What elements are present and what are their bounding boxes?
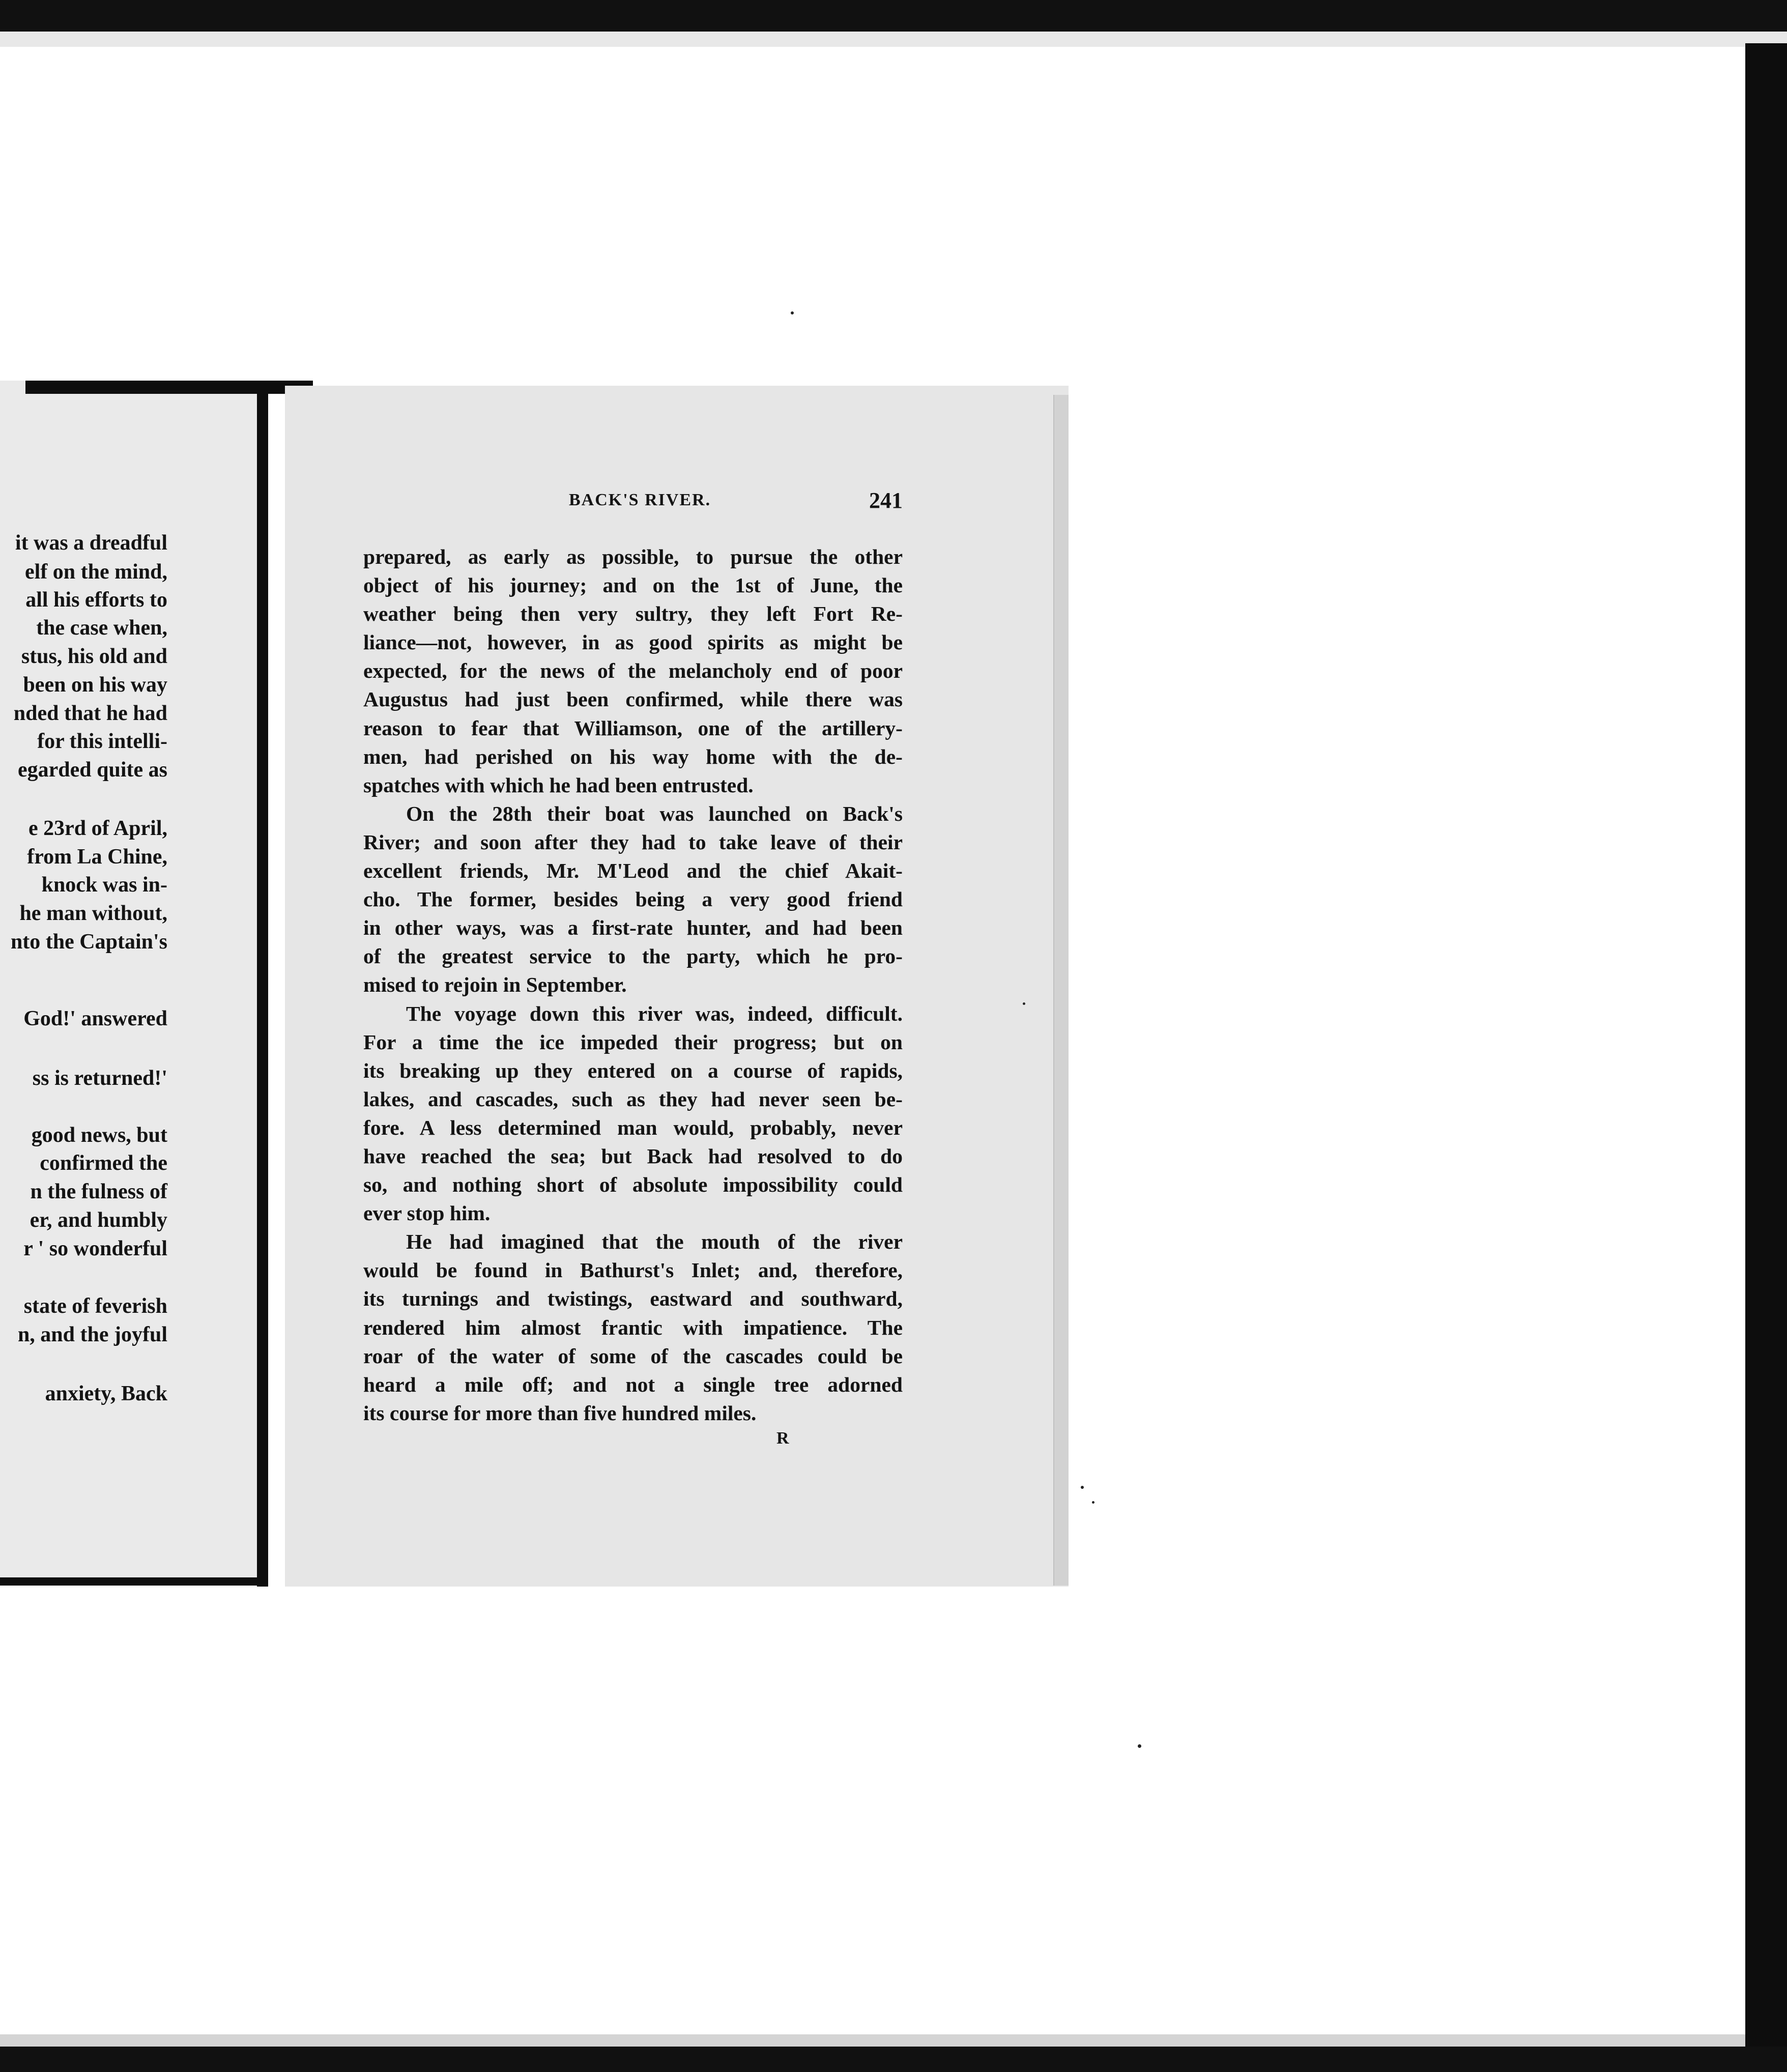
left-text-line: been on his way bbox=[23, 673, 167, 697]
left-text-line: r ' so wonderful bbox=[23, 1237, 167, 1260]
text-line: River; and soon after they had to take leave of their bbox=[363, 830, 903, 854]
text-line: prepared, as early as possible, to pursue the other bbox=[363, 545, 903, 568]
text-line: Augustus had just been confirmed, while there was bbox=[363, 687, 903, 711]
scanner-top-border bbox=[0, 0, 1787, 32]
left-text-line: God!' answered bbox=[23, 1007, 167, 1030]
left-text-line: nded that he had bbox=[13, 702, 167, 725]
page-number: 241 bbox=[869, 488, 903, 513]
text-line: liance—not, however, in as good spirits as might be bbox=[363, 630, 903, 654]
text-line: ever stop him. bbox=[363, 1201, 491, 1225]
left-text-line: n, and the joyful bbox=[17, 1323, 167, 1346]
text-line: spatches with which he had been entrusted. bbox=[363, 773, 754, 797]
text-line: weather being then very sultry, they left Fort Re- bbox=[363, 602, 903, 626]
left-text-line: he man without, bbox=[19, 902, 167, 925]
text-line: cho. The former, besides being a very good friend bbox=[363, 887, 903, 911]
left-text-line: it was a dreadful bbox=[15, 531, 167, 555]
text-line: fore. A less determined man would, probably, never bbox=[363, 1115, 903, 1139]
gutter-divider bbox=[257, 386, 268, 1587]
body-text bbox=[363, 542, 903, 1427]
text-line: roar of the water of some of the cascades could be bbox=[363, 1344, 903, 1368]
left-text-line: state of feverish bbox=[23, 1294, 167, 1318]
left-text-line: ss is returned!' bbox=[32, 1067, 167, 1090]
left-text-line: e 23rd of April, bbox=[28, 817, 167, 840]
paragraph-start: He had imagined that the mouth of the river bbox=[406, 1230, 903, 1254]
text-line: of the greatest service to the party, which he pro- bbox=[363, 944, 903, 968]
scanner-top-margin bbox=[0, 32, 1787, 47]
text-line: would be found in Bathurst's Inlet; and, therefore, bbox=[363, 1258, 903, 1282]
left-text-line: stus, his old and bbox=[21, 645, 167, 668]
left-page-bottom-rule bbox=[0, 1577, 265, 1586]
left-text-line: all his efforts to bbox=[25, 588, 167, 612]
text-line: so, and nothing short of absolute impossibility could bbox=[363, 1173, 903, 1197]
left-text-line: anxiety, Back bbox=[45, 1382, 167, 1405]
text-line: its turnings and twistings, eastward and southward, bbox=[363, 1287, 903, 1311]
left-text-line: for this intelli- bbox=[37, 730, 167, 753]
left-text-line: from La Chine, bbox=[27, 845, 167, 869]
text-line: expected, for the news of the melancholy end of poor bbox=[363, 659, 903, 683]
scanner-right-border bbox=[1745, 43, 1787, 2072]
left-text-line: nto the Captain's bbox=[10, 930, 167, 954]
text-line: excellent friends, Mr. M'Leod and the chief Akait- bbox=[363, 859, 903, 883]
left-text-line: knock was in- bbox=[41, 873, 167, 897]
scanner-bottom-border bbox=[0, 2047, 1787, 2072]
left-text-line: egarded quite as bbox=[18, 758, 167, 782]
text-line: have reached the sea; but Back had resolved to do bbox=[363, 1144, 903, 1168]
left-text-line: er, and humbly bbox=[30, 1208, 167, 1232]
text-line: mised to rejoin in September. bbox=[363, 973, 627, 997]
text-line: object of his journey; and on the 1st of June, the bbox=[363, 573, 903, 597]
text-line: rendered him almost frantic with impatience. The bbox=[363, 1315, 903, 1339]
scan-speck bbox=[791, 311, 794, 314]
text-line: its breaking up they entered on a course of rapids, bbox=[363, 1058, 903, 1082]
scan-speck bbox=[1092, 1501, 1094, 1504]
left-text-line: the case when, bbox=[36, 616, 167, 640]
text-line: lakes, and cascades, such as they had never seen be- bbox=[363, 1087, 903, 1111]
left-text-line: good news, but bbox=[31, 1124, 167, 1147]
left-page bbox=[0, 381, 257, 1581]
text-line: its course for more than five hundred miles. bbox=[363, 1401, 757, 1425]
left-text-line: n the fulness of bbox=[30, 1180, 167, 1203]
page-edge bbox=[1053, 395, 1069, 1586]
left-text-line: confirmed the bbox=[40, 1152, 167, 1175]
text-line: men, had perished on his way home with the de- bbox=[363, 744, 903, 768]
running-head: BACK'S RIVER. bbox=[569, 491, 711, 509]
scan-speck bbox=[1081, 1486, 1084, 1489]
left-page-top-rule bbox=[25, 381, 313, 394]
text-line: For a time the ice impeded their progress; but on bbox=[363, 1030, 903, 1054]
text-line: reason to fear that Williamson, one of the artillery- bbox=[363, 716, 903, 740]
scan-speck bbox=[1138, 1744, 1141, 1748]
left-text-line: elf on the mind, bbox=[24, 560, 167, 584]
paragraph-start: The voyage down this river was, indeed, difficult. bbox=[406, 1001, 903, 1025]
signature-mark: R bbox=[776, 1429, 789, 1448]
paragraph-start: On the 28th their boat was launched on Back's bbox=[406, 801, 903, 825]
scan-speck bbox=[1023, 1002, 1025, 1005]
text-line: heard a mile off; and not a single tree adorned bbox=[363, 1372, 903, 1396]
text-line: in other ways, was a first-rate hunter, and had been bbox=[363, 916, 903, 940]
scanner-bottom-margin bbox=[0, 2034, 1745, 2047]
